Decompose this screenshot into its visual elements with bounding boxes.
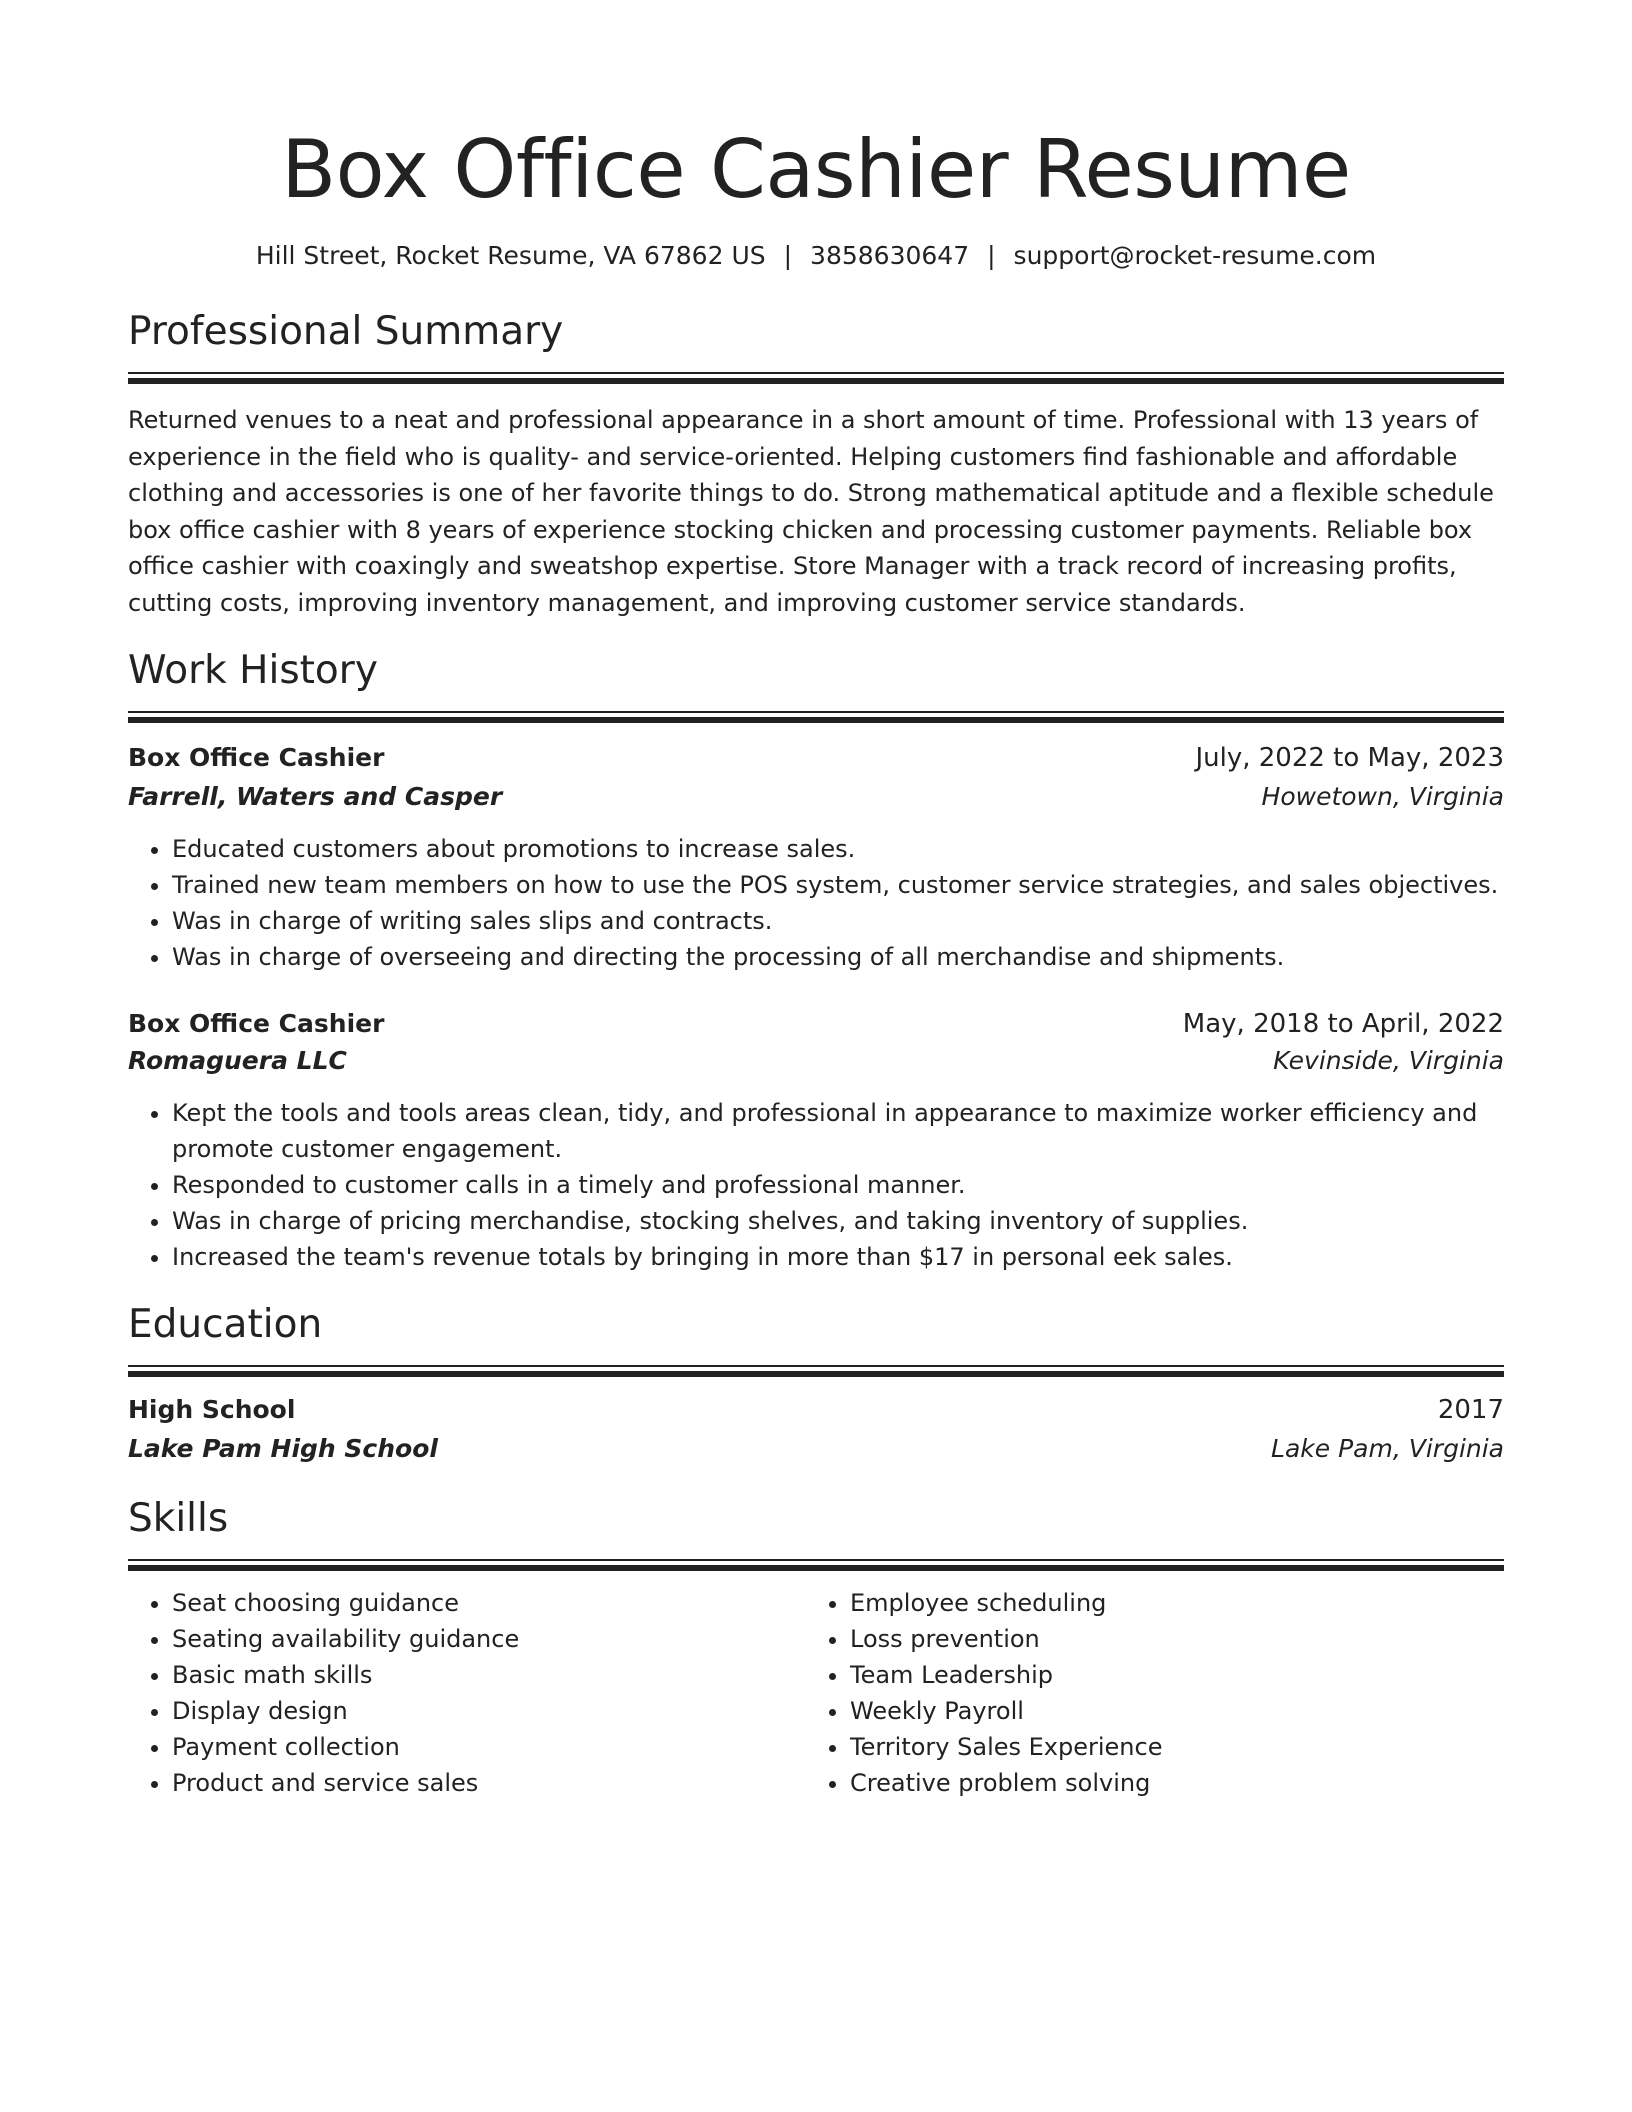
section-divider bbox=[128, 1559, 1504, 1571]
skill-item: • Weekly Payroll bbox=[850, 1693, 1484, 1729]
skills-heading: Skills bbox=[128, 1496, 229, 1541]
list-item: • Trained new team members on how to use the POS system, customer service strategies, and sales objectives. bbox=[172, 867, 1504, 903]
skill-item: • Product and service sales bbox=[172, 1765, 806, 1801]
resume-title: Box Office Cashier Resume bbox=[281, 123, 1351, 216]
skills-grid bbox=[128, 1585, 1504, 1801]
contact-address: Hill Street, Rocket Resume, VA 67862 US bbox=[255, 241, 766, 270]
list-item: • Kept the tools and tools areas clean, tidy, and professional in appearance to maximize worker efficiency and promote customer engagement. bbox=[172, 1095, 1504, 1167]
list-item: • Educated customers about promotions to increase sales. bbox=[172, 831, 1504, 867]
list-item: • Was in charge of writing sales slips and contracts. bbox=[172, 903, 1504, 939]
summary-section bbox=[128, 308, 1504, 621]
education-degree: High School bbox=[128, 1395, 296, 1424]
contact-phone: 3858630647 bbox=[810, 241, 970, 270]
job-title: Box Office Cashier bbox=[128, 1009, 385, 1038]
list-item: • Increased the team's revenue totals by bringing in more than $17 in personal eek sales. bbox=[172, 1239, 1504, 1275]
job-header-row bbox=[128, 1007, 1504, 1041]
list-item: • Was in charge of pricing merchandise, stocking shelves, and taking inventory of supplies. bbox=[172, 1203, 1504, 1239]
summary-text: Returned venues to a neat and professional appearance in a short amount of time. Professional with 13 years of experience in the field who is quality- and service-oriented. Helping customers find fashionable and affordable clothing and accessories is one of her favorite things to do. Strong mathematical aptitude and a flexible schedule box office cashier with 8 years of experience stocking chicken and processing customer payments. Reliable box office cashier with coaxingly and sweatshop expertise. Store Manager with a track record of increasing profits, cutting costs, improving inventory management, and improving customer service standards. bbox=[128, 406, 1494, 617]
contact-line bbox=[128, 240, 1504, 272]
skill-item: • Team Leadership bbox=[850, 1657, 1484, 1693]
job-title: Box Office Cashier bbox=[128, 743, 385, 772]
job-entry bbox=[128, 1007, 1504, 1275]
skill-item: • Payment collection bbox=[172, 1729, 806, 1765]
job-dates: July, 2022 to May, 2023 bbox=[1195, 743, 1504, 773]
resume-page bbox=[128, 0, 1504, 1801]
list-item: • Was in charge of overseeing and directing the processing of all merchandise and shipments. bbox=[172, 939, 1504, 975]
job-dates: May, 2018 to April, 2022 bbox=[1182, 1009, 1504, 1039]
job-header-row bbox=[128, 741, 1504, 775]
contact-email: support@rocket-resume.com bbox=[1013, 241, 1377, 270]
job-employer-row bbox=[128, 1043, 1504, 1079]
contact-separator: | bbox=[783, 241, 793, 270]
section-divider bbox=[128, 1365, 1504, 1377]
job-employer: Farrell, Waters and Casper bbox=[128, 782, 503, 811]
work-history-section bbox=[128, 647, 1504, 1275]
skill-item: • Loss prevention bbox=[850, 1621, 1484, 1657]
job-entry bbox=[128, 741, 1504, 975]
skills-list bbox=[806, 1585, 1484, 1801]
skills-column-right bbox=[806, 1585, 1484, 1801]
job-employer: Romaguera LLC bbox=[128, 1046, 347, 1075]
contact-separator: | bbox=[987, 241, 996, 270]
job-bullet-list bbox=[128, 831, 1504, 975]
skills-section bbox=[128, 1495, 1504, 1801]
education-header-row bbox=[128, 1393, 1504, 1427]
skill-item: • Territory Sales Experience bbox=[850, 1729, 1484, 1765]
education-location: Lake Pam, Virginia bbox=[1271, 1434, 1504, 1463]
skill-item: • Basic math skills bbox=[172, 1657, 806, 1693]
job-location: Kevinside, Virginia bbox=[1273, 1046, 1504, 1075]
education-heading: Education bbox=[128, 1302, 323, 1347]
skill-item: • Creative problem solving bbox=[850, 1765, 1484, 1801]
job-location: Howetown, Virginia bbox=[1261, 782, 1504, 811]
skill-item: • Seating availability guidance bbox=[172, 1621, 806, 1657]
skill-item: • Seat choosing guidance bbox=[172, 1585, 806, 1621]
job-employer-row bbox=[128, 779, 1504, 815]
list-item: • Responded to customer calls in a timely and professional manner. bbox=[172, 1167, 1504, 1203]
education-school: Lake Pam High School bbox=[128, 1434, 438, 1463]
section-divider bbox=[128, 711, 1504, 723]
work-history-heading: Work History bbox=[128, 648, 378, 693]
education-section bbox=[128, 1301, 1504, 1467]
skills-list bbox=[128, 1585, 806, 1801]
skills-column-left bbox=[128, 1585, 806, 1801]
job-bullet-list bbox=[128, 1095, 1504, 1275]
section-divider bbox=[128, 372, 1504, 384]
skill-item: • Display design bbox=[172, 1693, 806, 1729]
education-year: 2017 bbox=[1437, 1395, 1504, 1425]
skill-item: • Employee scheduling bbox=[850, 1585, 1484, 1621]
summary-heading: Professional Summary bbox=[128, 309, 564, 354]
education-school-row bbox=[128, 1431, 1504, 1467]
